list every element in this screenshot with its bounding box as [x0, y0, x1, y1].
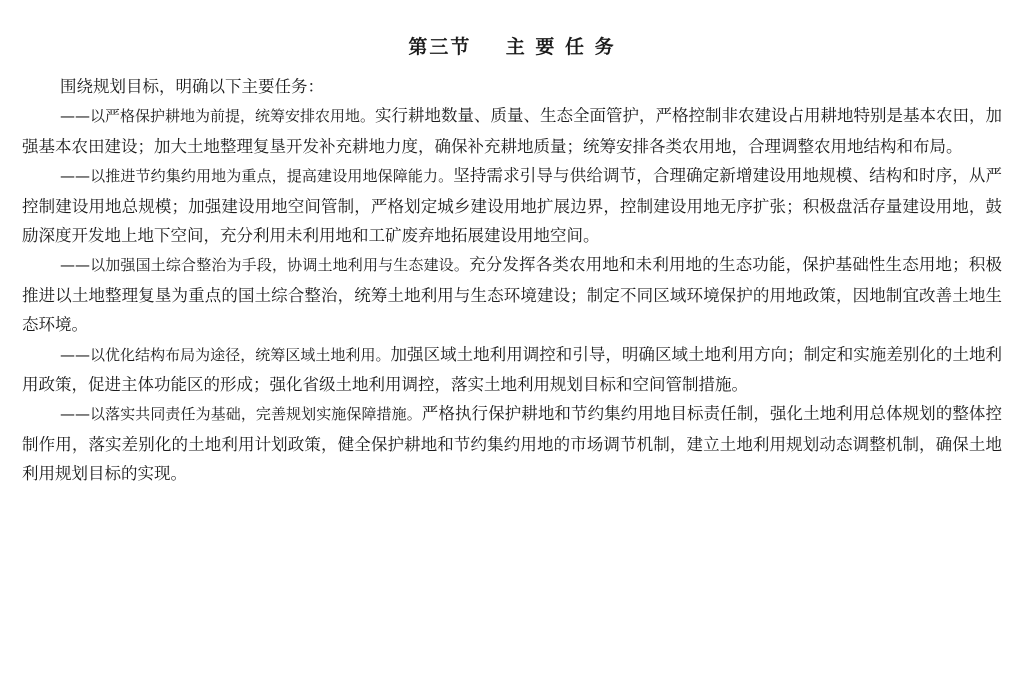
task-lead: ——以严格保护耕地为前提，统筹安排农用地。: [59, 107, 375, 126]
task-lead: ——以优化结构布局为途径，统筹区域土地利用。: [59, 345, 391, 364]
task-paragraph-3: [22, 250, 1002, 339]
task-lead: ——以落实共同责任为基础，完善规划实施保障措施。: [59, 405, 422, 424]
task-paragraph-1: [22, 101, 1002, 161]
task-paragraph-2: [22, 161, 1002, 250]
task-body: 坚持需求引导与供给调节，合理确定新增建设用地规模、结构和时序，从严控制建设用地总规模；加强建设用地空间管制，严格划定城乡建设用地扩展边界，控制建设用地无序扩张；积极盘活存量建设用地，鼓励深度开发地上地下空间，充分利用未利用地和工矿废弃地拓展建设用地空间。: [22, 166, 1003, 246]
task-lead: ——以推进节约集约用地为重点，提高建设用地保障能力。: [59, 167, 454, 186]
task-body: 严格执行保护耕地和节约集约用地目标责任制，强化土地利用总体规划的整体控制作用，落实差别化的土地利用计划政策，健全保护耕地和节约集约用地的市场调节机制，建立土地利用规划动态调整机制，确保土地利用规划目标的实现。: [22, 404, 1002, 484]
task-body: 实行耕地数量、质量、生态全面管护，严格控制非农建设占用耕地特别是基本农田，加强基本农田建设；加大土地整理复垦开发补充耕地力度，确保补充耕地质量；统筹安排各类农用地，合理调整农用地结构和布局。: [22, 106, 1002, 156]
intro-paragraph: 围绕规划目标，明确以下主要任务：: [59, 77, 324, 96]
task-body: 充分发挥各类农用地和未利用地的生态功能，保护基础性生态用地；积极推进以土地整理复垦为重点的国土综合整治，统筹土地利用与生态环境建设；制定不同区域环境保护的用地政策，因地制宜改善土地生态环境。: [22, 255, 1002, 335]
task-lead: ——以加强国土综合整治为手段，协调土地利用与生态建设。: [59, 256, 470, 275]
task-paragraph-4: [22, 340, 1002, 400]
task-paragraph-5: [22, 399, 1002, 488]
section-title: 第三节 主 要 任 务: [408, 36, 616, 58]
task-body: 加强区域土地利用调控和引导，明确区域土地利用方向；制定和实施差别化的土地利用政策，促进主体功能区的形成；强化省级土地利用调控，落实土地利用规划目标和空间管制措施。: [22, 344, 1002, 395]
